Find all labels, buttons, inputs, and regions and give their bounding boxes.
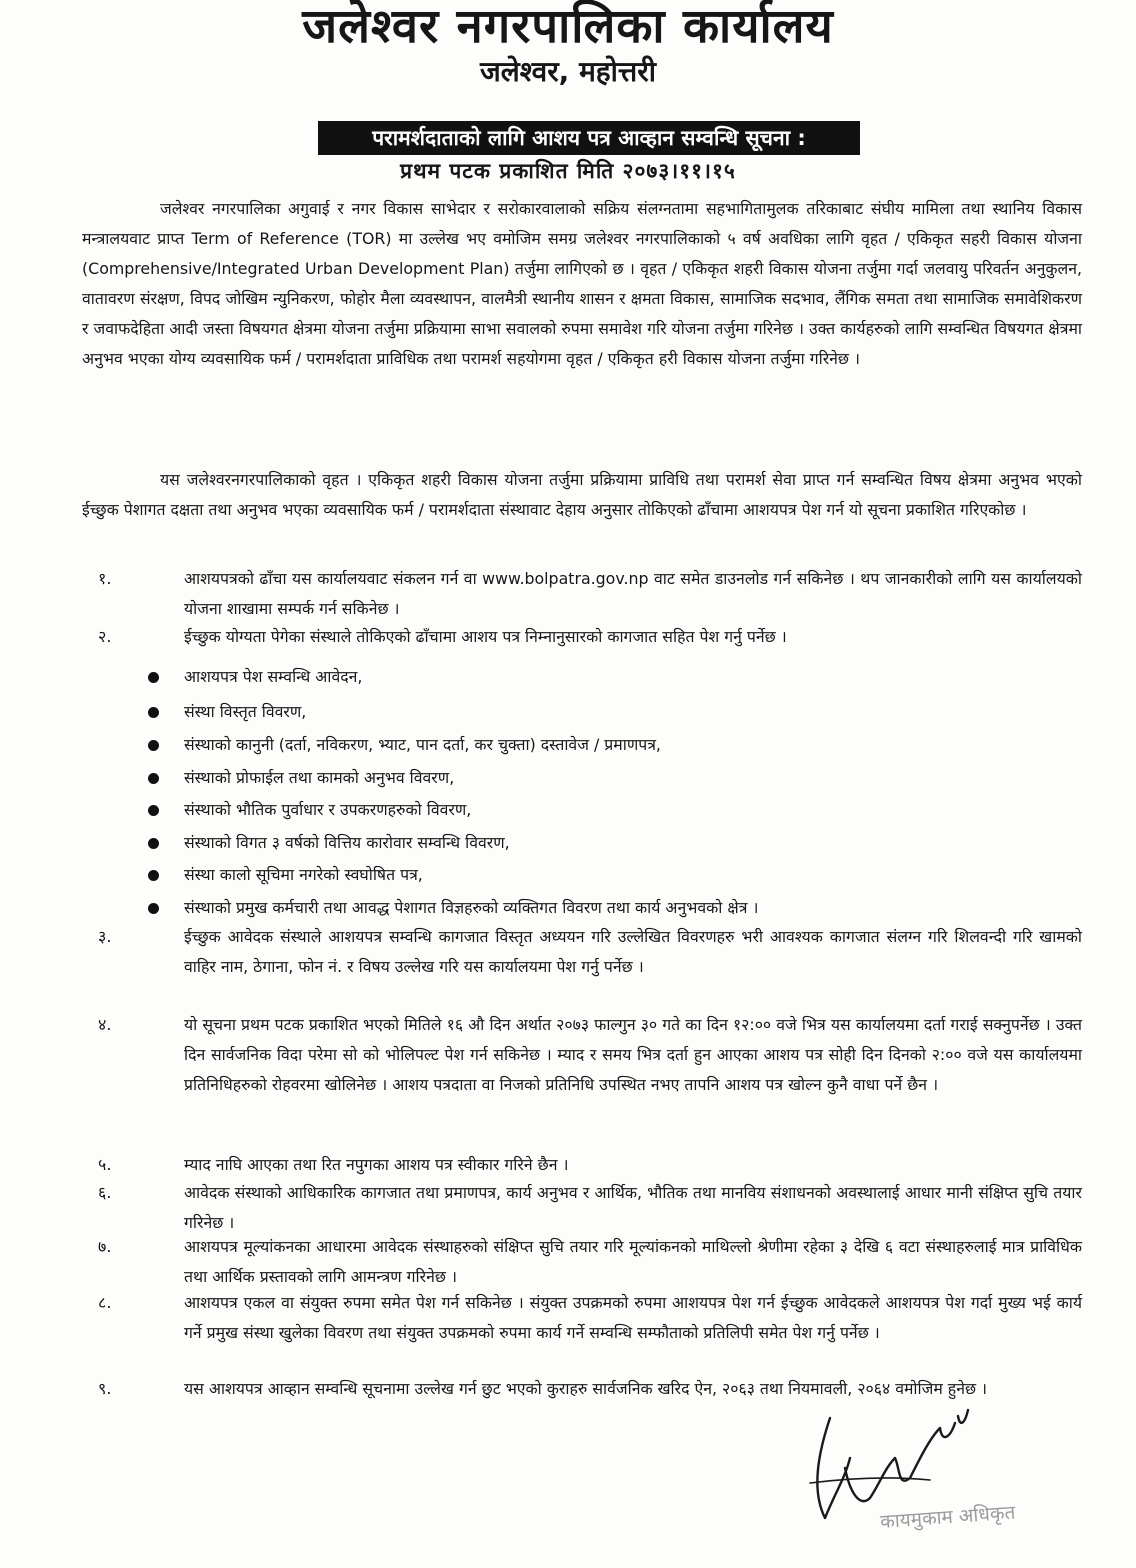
document-bullet [0, 697, 1136, 727]
office-title: जलेश्वर नगरपालिका कार्यालय [302, 0, 834, 54]
item-number: ३. [98, 927, 112, 946]
publish-date: प्रथम पटक प्रकाशित मिति २०७३।११।१५ [400, 159, 736, 183]
document-bullet [0, 828, 1136, 858]
item-text: आशयपत्र एकल वा संयुक्त रुपमा समेत पेश गर्न सकिनेछ । संयुक्त उपक्रमको रुपमा आशयपत्र पेश गर्न ईच्छुक आवेदकले आशयपत्र पेश गर्दा मुख्य भई कार्य गर्ने प्रमुख संस्था खुलेका विवरण तथा संयुक्त उपक्रमको रुपमा कार्य गर्ने सम्वन्धि सम्फौताको प्रतिलिपी समेत पेश गर्नु पर्नेछ । [184, 1293, 1082, 1342]
item-text: आशयपत्र मूल्यांकनका आधारमा आवेदक संस्थाहरुको संक्षिप्त सुचि तयार गरि मूल्यांकनको माथिल्लो श्रेणीमा रहेका ३ देखि ६ वटा संस्थाहरुलाई मात्र प्राविधिक तथा आर्थिक प्रस्तावको लागि आमन्त्रण गरिनेछ । [184, 1237, 1082, 1286]
bullet-text: संस्थाको कानुनी (दर्ता, नविकरण, भ्याट, पान दर्ता, कर चुक्ता) दस्तावेज / प्रमाणपत्र, [184, 735, 661, 754]
document-bullet [0, 893, 1136, 923]
bullet-dot-icon [148, 707, 159, 718]
document-bullet [0, 795, 1136, 825]
item-number: ७. [98, 1237, 112, 1256]
bullet-text: आशयपत्र पेश सम्वन्धि आवेदन, [184, 667, 363, 686]
bullet-text: संस्था कालो सूचिमा नगरेको स्वघोषित पत्र, [184, 865, 423, 884]
bullet-text: संस्थाको विगत ३ वर्षको वित्तिय कारोवार सम्वन्धि विवरण, [184, 833, 510, 852]
intro-paragraph: जलेश्वर नगरपालिका अगुवाई र नगर विकास साभेदार र सरोकारवालाको सक्रिय संलग्नतामा सहभागितामुलक तरिकाबाट संघीय मामिला तथा स्थानिय विकास मन्त्रालयवाट प्राप्त Term of Reference (TOR) मा उल्लेख भए वमोजिम समग्र जलेश्वर नगरपालिकाको ५ वर्ष अवधिका लागि वृहत / एकिकृत सहरी विकास योजना (Comprehensive/Integrated Urban Development Plan) तर्जुमा लागिएको छ । वृहत / एकिकृत शहरी विकास योजना तर्जुमा गर्दा जलवायु परिवर्तन अनुकुलन, वातावरण संरक्षण, विपद जोखिम न्युनिकरण, फोहोर मैला व्यवस्थापन, वालमैत्री स्थानीय शासन र क्षमता विकास, सामाजिक सदभाव, लैंगिक समता तथा सामाजिक समावेशिकरण र जवाफदेहिता आदी जस्ता विषयगत क्षेत्रमा योजना तर्जुमा प्रक्रियामा साभा सवालको रुपमा समावेश गरि योजना तर्जुमा गरिनेछ । उक्त कार्यहरुको लागि सम्वन्धित विषयगत क्षेत्रमा अनुभव भएका योग्य व्यवसायिक फर्म / परामर्शदाता प्राविधिक तथा परामर्श सहयोगमा वृहत / एकिकृत हरी विकास योजना तर्जुमा गरिनेछ । [82, 199, 1082, 368]
item-number: ५. [98, 1155, 112, 1174]
office-location: जलेश्वर, महोत्तरी [480, 55, 656, 88]
notice-title-banner: परामर्शदाताको लागि आशय पत्र आव्हान सम्वन्धि सूचना : [318, 121, 860, 155]
item-number: २. [98, 627, 112, 646]
item-number: ४. [98, 1015, 112, 1034]
item-text: यस आशयपत्र आव्हान सम्वन्धि सूचनामा उल्लेख गर्न छुट भएको कुराहरु सार्वजनिक खरिद ऐन, २०६३ तथा नियमावली, २०६४ वमोजिम हुनेछ । [184, 1379, 988, 1398]
item-number: ६. [98, 1183, 112, 1202]
item-number: ९. [98, 1379, 112, 1398]
item-text: म्याद नाघि आएका तथा रित नपुगका आशय पत्र स्वीकार गरिने छैन । [184, 1155, 569, 1174]
item-text: ईच्छुक योग्यता पेगेका संस्थाले तोकिएको ढाँचामा आशय पत्र निम्नानुसारको कागजात सहित पेश गर्नु पर्नेछ । [184, 627, 787, 646]
item-number: १. [98, 569, 112, 588]
document-bullet [0, 860, 1136, 890]
bullet-dot-icon [148, 838, 159, 849]
bullet-dot-icon [148, 773, 159, 784]
bullet-text: संस्थाको प्रमुख कर्मचारी तथा आवद्ध पेशागत विज्ञहरुको व्यक्तिगत विवरण तथा कार्य अनुभवको क्षेत्र । [184, 898, 759, 917]
item-number: ८. [98, 1293, 112, 1312]
item-text: आवेदक संस्थाको आधिकारिक कागजात तथा प्रमाणपत्र, कार्य अनुभव र आर्थिक, भौतिक तथा मानविय संशाधनको अवस्थालाई आधार मानी संक्षिप्त सुचि तयार गरिनेछ । [184, 1183, 1082, 1232]
bullet-dot-icon [148, 805, 159, 816]
item-text: ईच्छुक आवेदक संस्थाले आशयपत्र सम्वन्धि कागजात विस्तृत अध्ययन गरि उल्लेखित विवरणहरु भरी आवश्यक कागजात संलग्न गरि शिलवन्दी गरि खामको वाहिर नाम, ठेगाना, फोन नं. र विषय उल्लेख गरि यस कार्यालयमा पेश गर्नु पर्नेछ । [184, 927, 1082, 976]
bullet-dot-icon [148, 903, 159, 914]
bullet-dot-icon [148, 740, 159, 751]
invitation-paragraph: यस जलेश्वरनगरपालिकाको वृहत । एकिकृत शहरी विकास योजना तर्जुमा प्रक्रियामा प्राविधि तथा परामर्श सेवा प्राप्त गर्न सम्वन्धित विषय क्षेत्रमा अनुभव भएको ईच्छुक पेशागत दक्षता तथा अनुभव भएका व्यवसायिक फर्म / परामर्शदाता संस्थावाट देहाय अनुसार तोकिएको ढाँचामा आशयपत्र पेश गर्न यो सूचना प्रकाशित गरिएकोछ । [82, 470, 1082, 519]
bullet-text: संस्थाको प्रोफाईल तथा कामको अनुभव विवरण, [184, 768, 455, 787]
bullet-text: संस्था विस्तृत विवरण, [184, 702, 307, 721]
bullet-dot-icon [148, 870, 159, 881]
office-stamp: कायमुकाम अधिकृत [879, 1501, 1017, 1533]
document-bullet [0, 730, 1136, 760]
item-text: यो सूचना प्रथम पटक प्रकाशित भएको मितिले १६ औ दिन अर्थात २०७३ फाल्गुन ३० गते का दिन १२:०० वजे भित्र यस कार्यालयमा दर्ता गराई सक्नुपर्नेछ । उक्त दिन सार्वजनिक विदा परेमा सो को भोलिपल्ट पेश गर्न सकिनेछ । म्याद र समय भित्र दर्ता हुन आएका आशय पत्र सोही दिन दिनको २:०० वजे यस कार्यालयमा प्रतिनिधिहरुको रोहवरमा खोलिनेछ । आशय पत्रदाता वा निजको प्रतिनिधि उपस्थित नभए तापनि आशय पत्र खोल्न कुनै वाधा पर्ने छैन । [184, 1015, 1082, 1094]
document-bullet [0, 662, 1136, 692]
item-text: आशयपत्रको ढाँचा यस कार्यालयवाट संकलन गर्न वा www.bolpatra.gov.np वाट समेत डाउनलोड गर्न सकिनेछ । थप जानकारीको लागि यस कार्यालयको योजना शाखामा सम्पर्क गर्न सकिनेछ । [184, 569, 1082, 618]
bullet-dot-icon [148, 672, 159, 683]
bullet-text: संस्थाको भौतिक पुर्वाधार र उपकरणहरुको विवरण, [184, 800, 472, 819]
document-bullet [0, 763, 1136, 793]
